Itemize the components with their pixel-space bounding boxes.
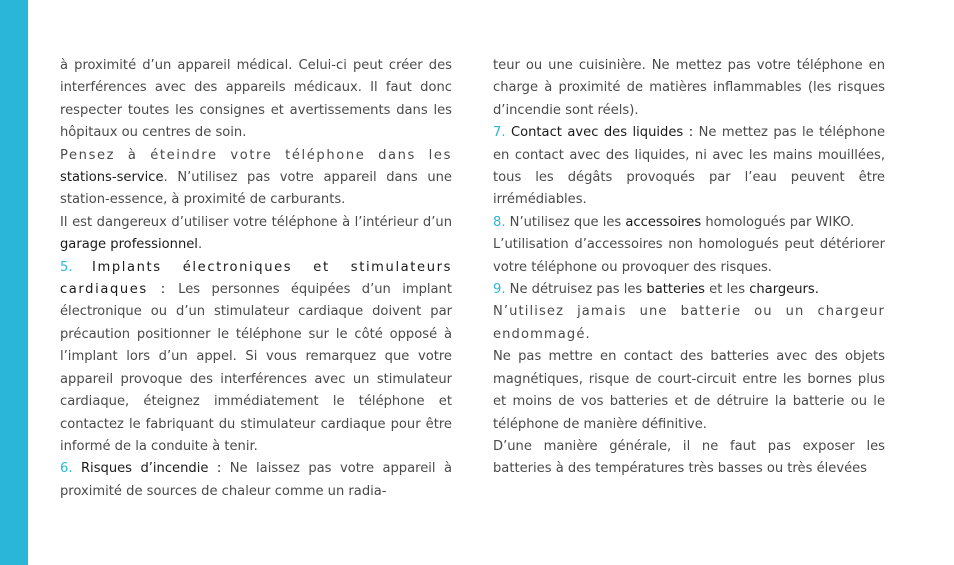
section-7-heading: Contact avec des liquides : [510, 125, 694, 141]
section-9-mid: et les [704, 282, 750, 298]
section-7-number: 7. [493, 125, 506, 141]
section-8-end: homologués par WIKO. [701, 214, 855, 230]
term-batteries: batteries [646, 282, 705, 298]
paragraph-unapproved-accessories: L’utilisation d’accessoires non homologués peut détériorer votre téléphone ou provoquer des risques. [493, 237, 885, 275]
paragraph-professional-garage [60, 212, 452, 257]
section-6-fire-risks [60, 458, 452, 503]
term-chargeurs: chargeurs. [749, 282, 819, 298]
paragraph-magnetic-objects: Ne pas mettre en contact des batteries avec des objets magnétiques, risque de court-circuit entre les bornes plus et moins de vos batteries et de détruire la batterie ou le téléphone de manière définitive. [493, 349, 885, 432]
paragraph-damaged-battery [493, 301, 885, 346]
section-6-heading: Risques d’incendie : [80, 461, 222, 477]
paragraph-service-stations [60, 145, 452, 212]
term-accessoires: accessoires [625, 214, 702, 230]
term-garage-professionnel: garage professionnel [60, 237, 198, 253]
section-9-batteries [493, 279, 885, 301]
garage-intro: Il est dangereux d’utiliser votre téléphone à l’intérieur d’un [60, 214, 452, 230]
service-stations-intro: Pensez à éteindre votre téléphone dans les [60, 147, 452, 163]
section-9-intro: Ne détruisez pas les [509, 282, 647, 298]
section-5-heading: Implants électroniques et stimulateurs cardiaques : [60, 259, 452, 298]
section-6-number: 6. [60, 461, 73, 477]
service-stations-detail: . N’utilisez pas votre appareil dans une station-essence, à proximité de carburants. [60, 170, 452, 208]
paragraph-temperatures: D’une manière générale, il ne faut pas exposer les batteries à des températures très basses ou très élevées [493, 438, 885, 477]
section-9-number: 9. [493, 282, 506, 298]
accent-sidebar-bar [0, 0, 28, 565]
section-5-body: Les personnes équipées d’un implant électronique ou d’un stimulateur cardiaque doivent par précaution positionner le téléphone sur le côté opposé à l’implant lors d’un appel. Si vous remarquez que votre appareil provoque des interférences avec un stimulateur cardiaque, éteignez immédiatement le téléphone et contactez le fabriquant du stimulateur cardiaque pour être informé de la conduite à tenir. [60, 282, 452, 454]
term-stations-service: stations-service [60, 170, 164, 186]
section-8-number: 8. [493, 214, 506, 230]
right-text-column [493, 55, 885, 481]
garage-end: . [197, 237, 203, 253]
section-8-intro: N’utilisez que les [509, 214, 626, 230]
damaged-battery-text: N’utilisez jamais une batterie ou un chargeur endommagé. [493, 304, 885, 342]
paragraph-fire-continued: teur ou une cuisinière. Ne mettez pas votre téléphone en charge à proximité de matières inflammables (les risques d’incendie sont réels). [493, 58, 885, 118]
section-8-accessories [493, 212, 885, 234]
section-5-implants [60, 257, 452, 459]
section-7-body: Ne mettez pas le téléphone en contact avec des liquides, ni avec les mains mouillées, tous les dégâts provoqués par l’eau peuvent être irrémédiables. [493, 125, 885, 208]
section-7-liquids [493, 122, 885, 212]
section-5-number: 5. [60, 259, 73, 275]
paragraph-medical-devices: à proximité d’un appareil médical. Celui-ci peut créer des interférences avec des appareils médicaux. Il faut donc respecter toutes les consignes et avertissements dans les hôpitaux ou centres de soin. [60, 58, 452, 141]
section-6-body: Ne laissez pas votre appareil à proximité de sources de chaleur comme un radia- [60, 461, 453, 499]
left-text-column [60, 55, 452, 503]
